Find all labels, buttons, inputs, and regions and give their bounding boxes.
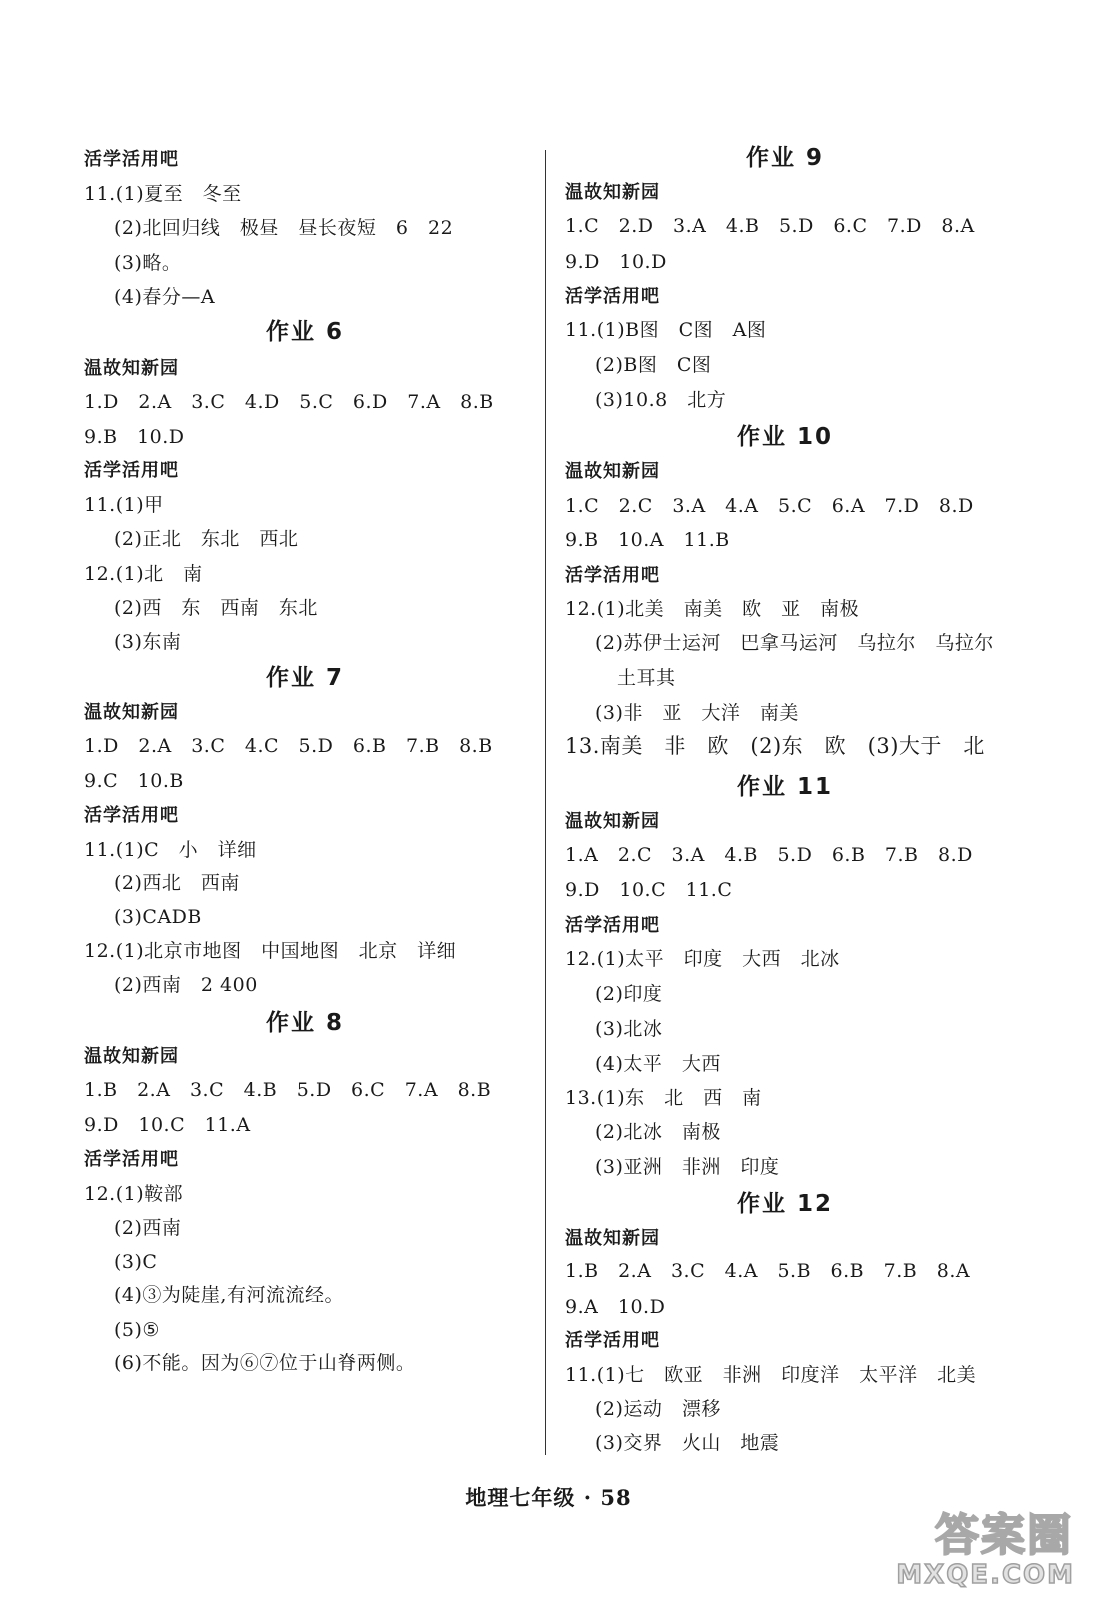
answer-subline: (3)北冰 [595, 1018, 663, 1040]
column-divider [545, 150, 546, 1455]
answer-subline: (3)略。 [114, 252, 182, 274]
section-title: 温故知新园 [565, 811, 660, 832]
answer-subline: (2)正北 东北 西北 [114, 528, 299, 550]
answer-line: 1.B 2.A 3.C 4.A 5.B 6.B 7.B 8.A [565, 1260, 971, 1282]
answer-subline: (2)北回归线 极昼 昼长夜短 6 22 [114, 217, 454, 239]
answer-subline: (3)C [114, 1251, 158, 1273]
answer-line: 11.(1)C 小 详细 [84, 839, 257, 861]
assignment-heading: 作业 9 [745, 145, 824, 171]
answer-line: 12.(1)北京市地图 中国地图 北京 详细 [84, 940, 457, 962]
section-title: 活学活用吧 [84, 149, 179, 170]
answer-line: 13.(1)东 北 西 南 [565, 1087, 762, 1109]
answer-line: 1.D 2.A 3.C 4.D 5.C 6.D 7.A 8.B [84, 391, 494, 413]
answer-subline: (4)③为陡崖,有河流流经。 [114, 1284, 344, 1306]
answer-line: 9.B 10.D [84, 426, 185, 448]
answer-subline: (2)西南 [114, 1217, 182, 1239]
section-title: 活学活用吧 [565, 915, 660, 936]
answer-subline: (3)10.8 北方 [595, 389, 727, 411]
assignment-heading: 作业 6 [265, 319, 344, 345]
answer-line: 9.D 10.C 11.C [565, 879, 733, 901]
assignment-heading: 作业 7 [265, 665, 344, 691]
answer-subline: (2)苏伊士运河 巴拿马运河 乌拉尔 乌拉尔 [595, 632, 994, 654]
answer-subline: (3)东南 [114, 631, 182, 653]
answer-subline: (2)西北 西南 [114, 872, 240, 894]
answer-subline: 土耳其 [617, 667, 676, 689]
answer-line: 11.(1)甲 [84, 494, 164, 516]
answer-line: 11.(1)B图 C图 A图 [565, 319, 767, 341]
section-title: 活学活用吧 [565, 565, 660, 586]
section-title: 活学活用吧 [565, 1330, 660, 1351]
answer-line: 12.(1)鞍部 [84, 1183, 184, 1205]
answer-line: 9.D 10.D [565, 251, 667, 273]
watermark-logo [898, 1499, 1083, 1594]
answer-subline: (5)⑤ [114, 1319, 160, 1341]
section-title: 温故知新园 [565, 182, 660, 203]
answer-line: 1.D 2.A 3.C 4.C 5.D 6.B 7.B 8.B [84, 735, 493, 757]
answer-line: 1.B 2.A 3.C 4.B 5.D 6.C 7.A 8.B [84, 1079, 492, 1101]
answer-subline: (2)北冰 南极 [595, 1121, 721, 1143]
answer-subline: (3)交界 火山 地震 [595, 1432, 780, 1454]
answer-subline: (3)CADB [114, 906, 202, 928]
answer-line: 13.南美 非 欧 (2)东 欧 (3)大于 北 [565, 734, 985, 758]
section-title: 温故知新园 [565, 461, 660, 482]
answer-subline: (3)亚洲 非洲 印度 [595, 1156, 780, 1178]
section-title: 温故知新园 [84, 1046, 179, 1067]
assignment-heading: 作业 11 [736, 774, 833, 800]
answer-line: 9.A 10.D [565, 1296, 666, 1318]
section-title: 温故知新园 [84, 358, 179, 379]
answer-line: 1.A 2.C 3.A 4.B 5.D 6.B 7.B 8.D [565, 844, 973, 866]
answer-subline: (2)B图 C图 [595, 354, 712, 376]
section-title: 温故知新园 [84, 702, 179, 723]
answer-line: 11.(1)七 欧亚 非洲 印度洋 太平洋 北美 [565, 1364, 977, 1386]
watermark-text-top: 答案圈 [935, 1510, 1073, 1561]
page-footer: 地理七年级 · 58 [465, 1485, 632, 1510]
answer-subline: (2)运动 漂移 [595, 1398, 721, 1420]
assignment-heading: 作业 12 [736, 1191, 833, 1217]
answer-line: 12.(1)北美 南美 欧 亚 南极 [565, 598, 860, 620]
section-title: 活学活用吧 [84, 1149, 179, 1170]
answer-subline: (2)西 东 西南 东北 [114, 597, 318, 619]
section-title: 活学活用吧 [565, 286, 660, 307]
answer-line: 9.C 10.B [84, 770, 184, 792]
answer-line: 9.D 10.C 11.A [84, 1114, 251, 1136]
watermark-text-bottom: MXQE.COM [896, 1560, 1075, 1590]
answer-line: 9.B 10.A 11.B [565, 529, 730, 551]
assignment-heading: 作业 8 [265, 1010, 344, 1036]
section-title: 活学活用吧 [84, 460, 179, 481]
answer-line: 11.(1)夏至 冬至 [84, 183, 242, 205]
answer-subline: (6)不能。因为⑥⑦位于山脊两侧。 [114, 1352, 416, 1374]
answer-subline: (2)西南 2 400 [114, 974, 258, 996]
answer-line: 1.C 2.D 3.A 4.B 5.D 6.C 7.D 8.A [565, 215, 975, 237]
section-title: 温故知新园 [565, 1228, 660, 1249]
answer-line: 1.C 2.C 3.A 4.A 5.C 6.A 7.D 8.D [565, 495, 974, 517]
answer-subline: (4)太平 大西 [595, 1053, 721, 1075]
answer-subline: (4)春分—A [114, 286, 216, 308]
section-title: 活学活用吧 [84, 805, 179, 826]
answer-line: 12.(1)太平 印度 大西 北冰 [565, 948, 840, 970]
assignment-heading: 作业 10 [736, 424, 833, 450]
answer-subline: (2)印度 [595, 983, 663, 1005]
answer-subline: (3)非 亚 大洋 南美 [595, 702, 799, 724]
answer-line: 12.(1)北 南 [84, 563, 203, 585]
